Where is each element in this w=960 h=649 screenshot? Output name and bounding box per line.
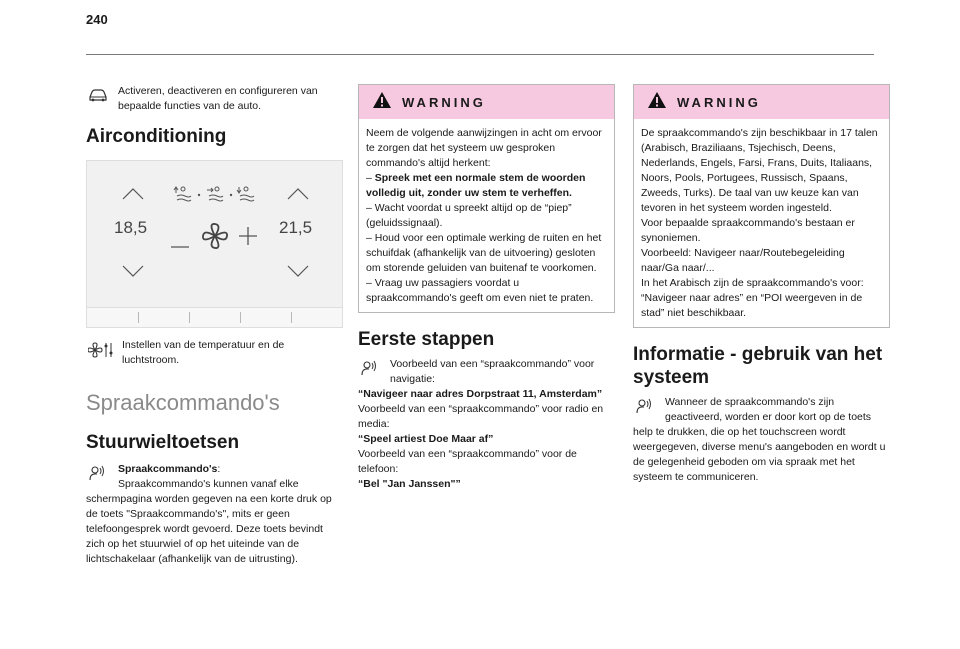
voice-text-2: schermpagina worden gegeven na een korte druk op de toets "Spraakcommando's", mits er geen telefoongesprek wordt gevoerd. Deze toets bevindt zich op het stuurwiel of op het uiteinde van de lichtschakelaar (afhankelijk van de uitrusting). xyxy=(86,493,332,565)
chevron-down-icon[interactable] xyxy=(287,264,309,282)
airco-settings-icon xyxy=(88,342,114,363)
warning-line-3: – Wacht voordat u spreekt altijd op de “piep” (geluidssignaal). xyxy=(366,202,572,229)
warning-line-2 xyxy=(366,171,607,201)
warning-text-2: Voor bepaalde spraakcommando's bestaan er synoniemen. xyxy=(641,217,855,244)
airco-note xyxy=(88,338,343,368)
strip-tick xyxy=(189,312,190,323)
example-2-command: “Speel artiest Doe Maar af” xyxy=(358,433,494,445)
warning-title: WARNING xyxy=(402,94,486,110)
airco-title: Airconditioning xyxy=(86,126,227,147)
strip-tick xyxy=(138,312,139,323)
fan-decrease-button[interactable] xyxy=(171,235,189,253)
warning-bold: Spreek met een normale stem de woorden volledig uit, zonder uw stem te verheffen. xyxy=(366,172,586,199)
warning-header xyxy=(359,85,614,119)
example-1-head xyxy=(358,357,615,387)
column-2 xyxy=(358,84,615,492)
voice-label: Spraakcommando's xyxy=(118,463,218,475)
voice-paragraph-head xyxy=(86,462,343,492)
info-text-2: help te drukken, die op het touchscreen wordt weergegeven, diverse menu's aangeboden en wordt u de gelegenheid geboden om via spraak met het systeem te communiceren. xyxy=(633,426,886,483)
warning-line-4: – Houd voor een optimale werking de ruiten en het schuifdak (afhankelijk van de uitvoering) gesloten om storende geluiden van buitenaf te voorkomen. xyxy=(366,232,602,274)
strip-tick xyxy=(240,312,241,323)
example-1-command: “Navigeer naar adres Dorpstraat 11, Amsterdam” xyxy=(358,388,603,400)
info-paragraph-head xyxy=(633,395,890,425)
example-2-intro: Voorbeeld van een “spraakcommando” voor radio en media: xyxy=(358,403,604,430)
warning-text-1: De spraakcommando's zijn beschikbaar in 17 talen (Arabisch, Braziliaans, Tsjechisch, Deens, Nederlands, Engels, Farsi, Frans, Duits, Italiaans, Noors, Pools, Portugees, Russisch, Spaans, Zweeds, Turks). De taal van uw keuze kan van tevoren in het systeem worden ingesteld. xyxy=(641,127,878,214)
car-icon xyxy=(88,88,108,107)
fan-icon xyxy=(200,221,230,256)
car-note xyxy=(88,84,343,114)
fan-increase-button[interactable] xyxy=(239,227,257,250)
warning-line-5: – Vraag uw passagiers voordat u spraakcommando's geeft om even niet te praten. xyxy=(366,277,594,304)
page-number: 240 xyxy=(86,12,108,27)
warning-body xyxy=(634,119,889,327)
strip-tick xyxy=(291,312,292,323)
warning-box xyxy=(633,84,890,328)
example-1-intro: Voorbeeld van een “spraakcommando” voor navigatie: xyxy=(390,358,595,385)
voice-label-colon: : xyxy=(217,463,221,475)
airco-note-text: Instellen van de temperatuur en de luchtstroom. xyxy=(122,339,285,366)
voice-paragraph xyxy=(86,462,343,567)
example-3-intro: Voorbeeld van een “spraakcommando” voor de telefoon: xyxy=(358,448,577,475)
warning-triangle-icon xyxy=(647,91,667,114)
warning-title: WARNING xyxy=(677,94,761,110)
car-note-text: Activeren, deactiveren en configureren van bepaalde functies van de auto. xyxy=(118,85,318,112)
column-1 xyxy=(86,84,343,567)
voice-text-1: Spraakcommando's kunnen vanaf elke xyxy=(118,478,299,490)
warning-dash: – xyxy=(366,172,375,184)
chevron-down-icon[interactable] xyxy=(122,264,144,282)
chevron-up-icon[interactable] xyxy=(122,187,144,205)
wheel-title: Stuurwieltoetsen xyxy=(86,432,240,453)
warning-line-1: Neem de volgende aanwijzingen in acht om ervoor te zorgen dat het systeem uw gesproken commando's altijd herkent: xyxy=(366,127,602,169)
warning-text-3: Voorbeeld: Navigeer naar/Routebegeleiding naar/Ga naar/... xyxy=(641,247,845,274)
header-divider xyxy=(86,54,874,55)
chapter-title: Spraakcommando's xyxy=(86,390,280,415)
warning-text-4: In het Arabisch zijn de spraakcommando's voor: “Navigeer naar adres” en “POI weergeven in de stad” niet beschikbaar. xyxy=(641,277,864,319)
climate-tab-strip xyxy=(86,308,343,328)
column-3 xyxy=(633,84,890,485)
climate-panel xyxy=(86,160,343,308)
warning-triangle-icon xyxy=(372,91,392,114)
first-steps-title: Eerste stappen xyxy=(358,329,495,350)
airflow-icon[interactable] xyxy=(173,185,263,208)
voice-command-icon xyxy=(88,465,106,486)
warning-body xyxy=(359,119,614,312)
temperature-left: 18,5 xyxy=(114,218,148,237)
temperature-right: 21,5 xyxy=(279,218,313,237)
info-paragraph xyxy=(633,395,890,485)
examples xyxy=(358,357,615,492)
warning-header xyxy=(634,85,889,119)
info-title: Informatie - gebruik van het systeem xyxy=(633,344,883,388)
info-text-1: Wanneer de spraakcommando's zijn geactiveerd, worden er door kort op de toets xyxy=(665,396,872,423)
chevron-up-icon[interactable] xyxy=(287,187,309,205)
warning-box xyxy=(358,84,615,313)
example-3-command: “Bel "Jan Janssen"” xyxy=(358,478,461,490)
voice-command-icon xyxy=(360,360,378,381)
voice-command-icon xyxy=(635,398,653,419)
